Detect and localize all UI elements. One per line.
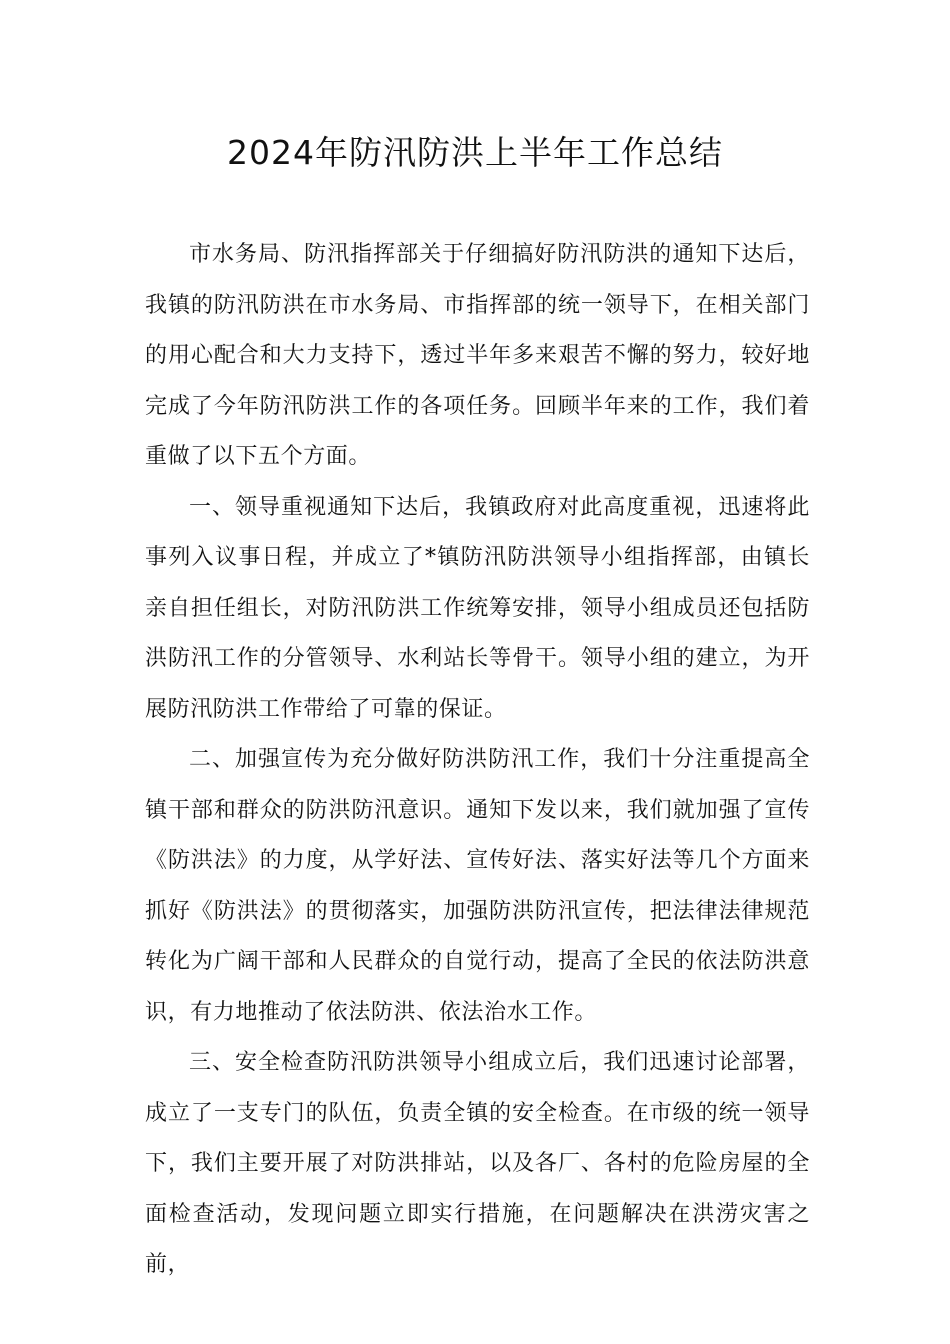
paragraph-intro: 市水务局、防汛指挥部关于仔细搞好防汛防洪的通知下达后，我镇的防汛防洪在市水务局、市指挥部的统一领导下，在相关部门的用心配合和大力支持下，透过半年多来艰苦不懈的努力，较好地完成了今年防汛防洪工作的各项任务。回顾半年来的工作，我们着重做了以下五个方面。 [145, 242, 810, 469]
document-body [145, 230, 810, 1291]
paragraph-safety-inspection: 三、安全检查防汛防洪领导小组成立后，我们迅速讨论部署，成立了一支专门的队伍，负责全镇的安全检查。在市级的统一领导下，我们主要开展了对防洪排站，以及各厂、各村的危险房屋的全面检查活动，发现问题立即实行措施，在问题解决在洪涝灾害之前， [145, 1050, 810, 1277]
document-title: 2024年防汛防洪上半年工作总结 [227, 133, 723, 172]
paragraph-leadership: 一、领导重视通知下达后，我镇政府对此高度重视，迅速将此事列入议事日程，并成立了*镇防汛防洪领导小组指挥部，由镇长亲自担任组长，对防汛防洪工作统筹安排，领导小组成员还包括防洪防汛工作的分管领导、水利站长等骨干。领导小组的建立，为开展防汛防洪工作带给了可靠的保证。 [145, 494, 810, 722]
paragraph-publicity: 二、加强宣传为充分做好防洪防汛工作，我们十分注重提高全镇干部和群众的防洪防汛意识。通知下发以来，我们就加强了宣传《防洪法》的力度，从学好法、宣传好法、落实好法等几个方面来抓好《防洪法》的贯彻落实，加强防洪防汛宣传，把法律法律规范转化为广阔干部和人民群众的自觉行动，提高了全民的依法防洪意识，有力地推动了依法防洪、依法治水工作。 [145, 747, 810, 1025]
